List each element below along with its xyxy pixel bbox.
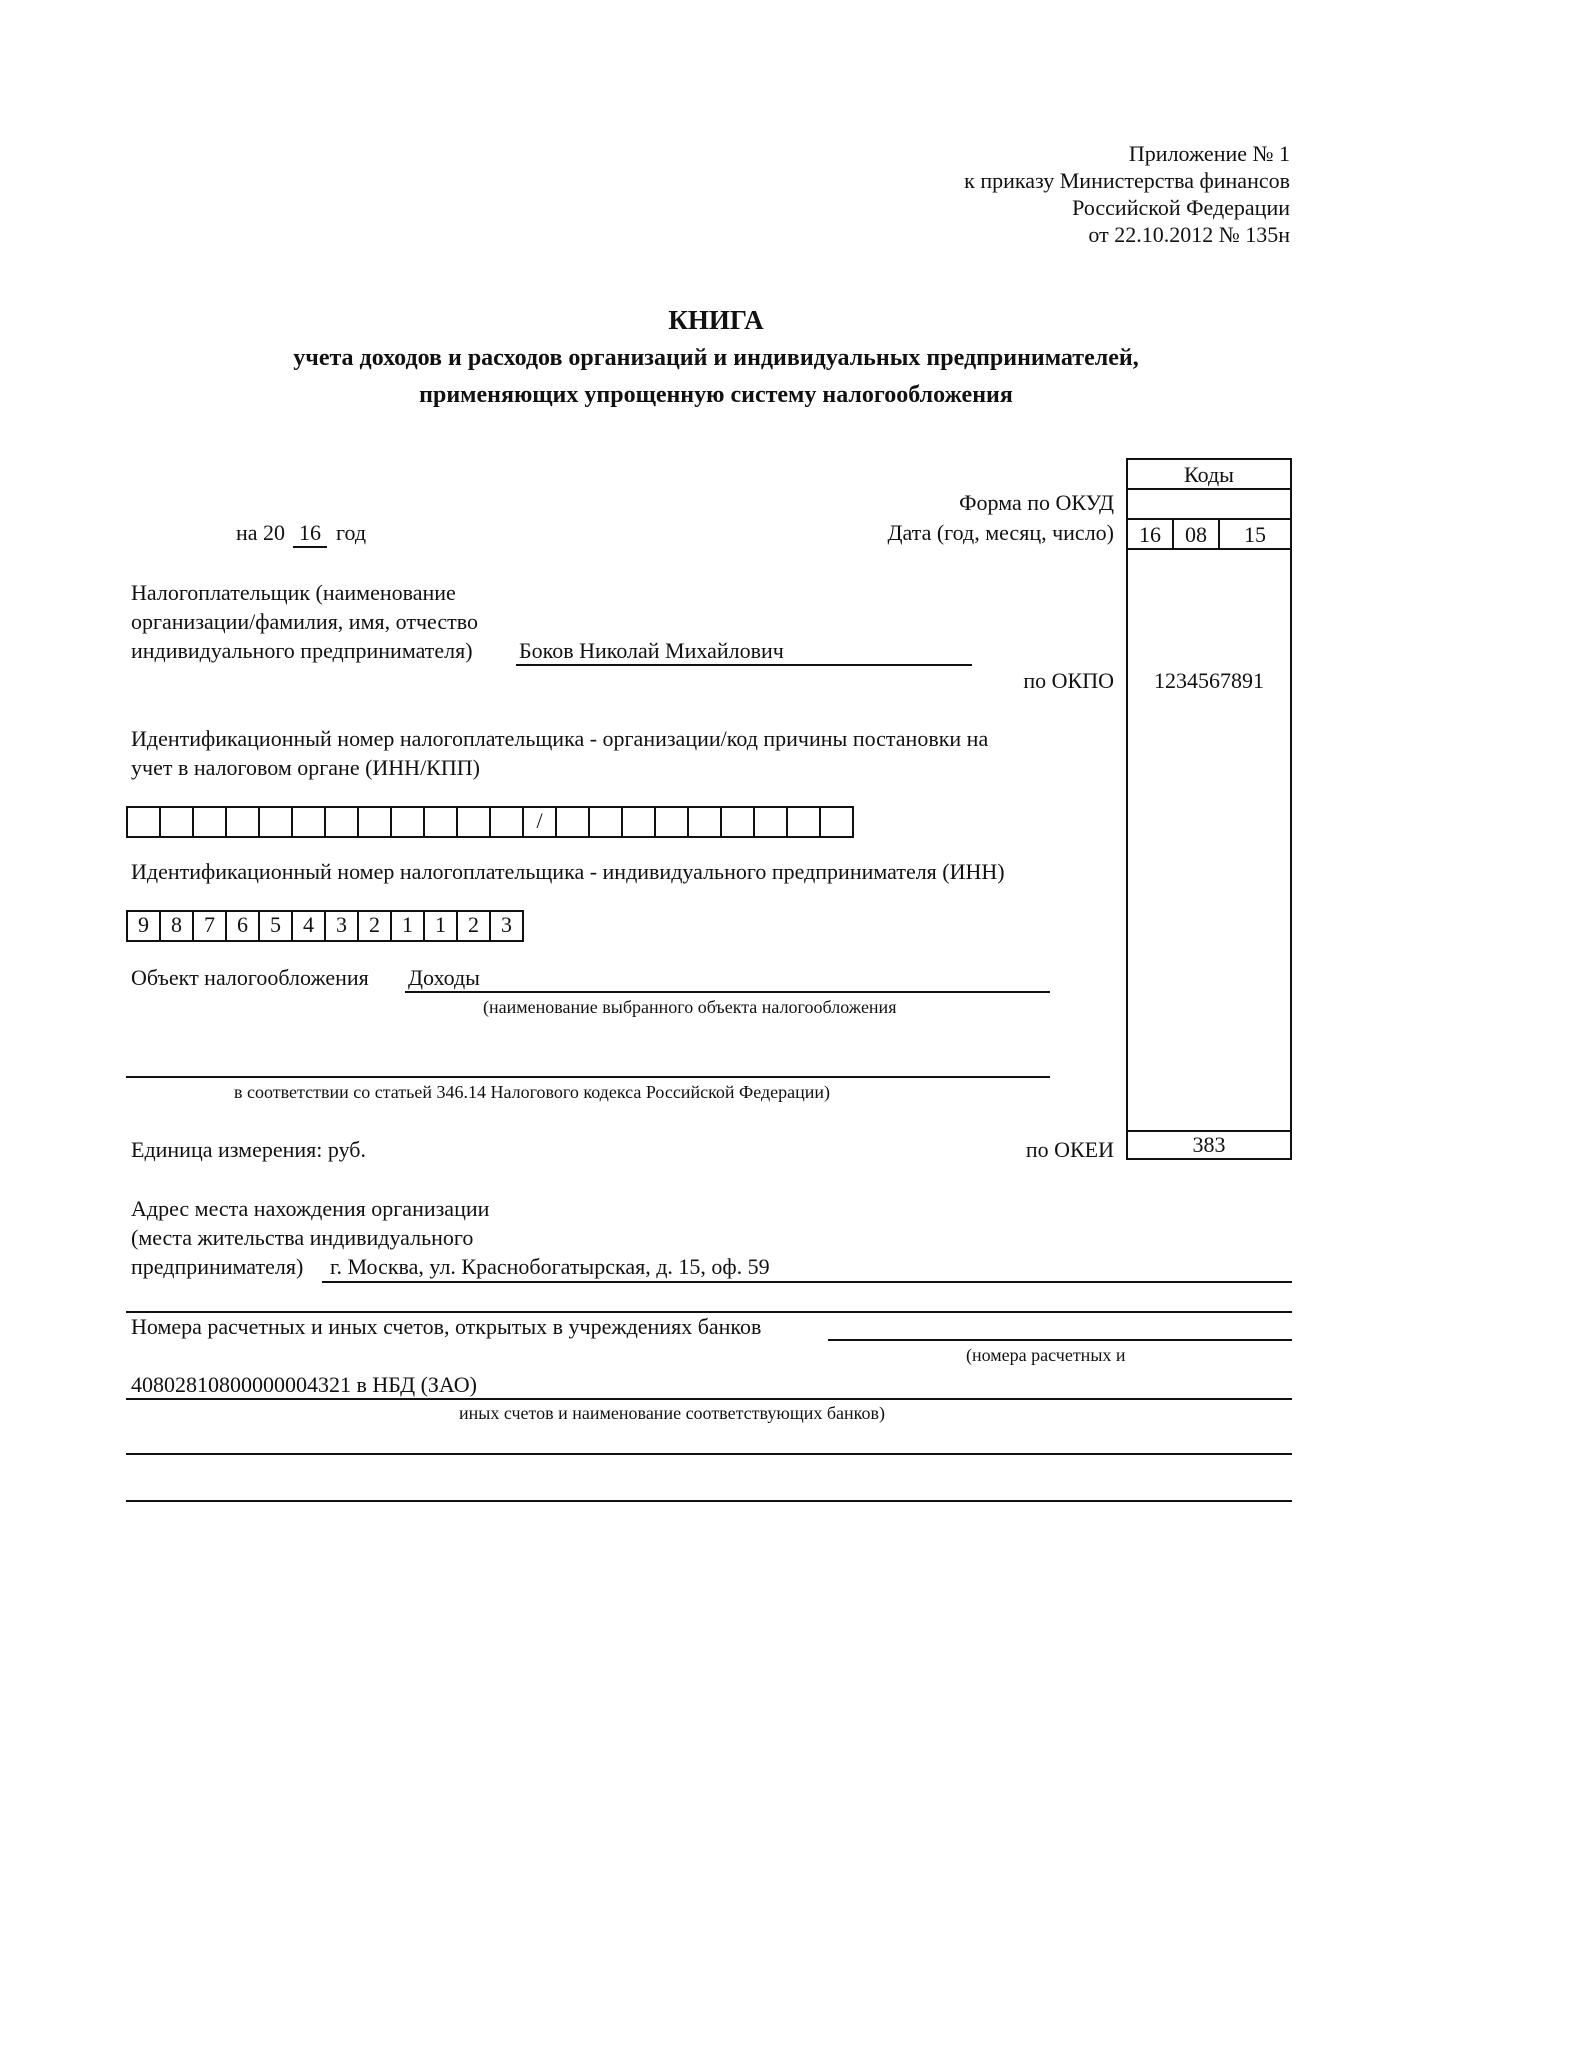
year-prefix: на 20 [236,520,286,545]
unit-label: Единица измерения: руб. [131,1137,366,1162]
codes-divider [1128,488,1290,490]
year-underline [293,546,327,548]
okpo-value: 1234567891 [1154,668,1264,693]
tax-object-label: Объект налогообложения [131,965,369,990]
digit-box: 3 [491,912,524,940]
digit-box: 1 [425,912,458,940]
accounts-underline [828,1339,1292,1341]
digit-box [194,808,227,836]
digit-box: 3 [326,912,359,940]
taxpayer-label-3: индивидуального предпринимателя) [131,638,473,663]
digit-box: 7 [194,912,227,940]
digit-box [722,808,755,836]
appendix-header [964,140,1290,248]
address-label-1: Адрес места нахождения организации [131,1196,490,1221]
codes-divider [1128,548,1290,550]
date-month-value: 08 [1185,522,1207,547]
digit-box [326,808,359,836]
digit-box [392,808,425,836]
digit-box [458,808,491,836]
date-day-value: 15 [1244,522,1266,547]
digit-box [821,808,854,836]
digit-box: 8 [161,912,194,940]
digit-box [260,808,293,836]
year-value: 16 [299,520,321,545]
inn-kpp-boxes [126,806,854,838]
digit-box: 2 [359,912,392,940]
codes-column [1126,458,1292,1160]
digit-box [491,808,524,836]
digit-box [656,808,689,836]
digit-box: 4 [293,912,326,940]
date-label: Дата (год, месяц, число) [887,520,1114,545]
taxpayer-label-1: Налогоплательщик (наименование [131,580,456,605]
inn-label: Идентификационный номер налогоплательщика - индивидуального предпринимателя (ИНН) [131,859,1005,884]
document-title: КНИГА [668,305,764,335]
digit-box: 9 [128,912,161,940]
date-year-value: 16 [1139,522,1161,547]
okei-value: 383 [1192,1132,1226,1157]
accounts-caption-1: (номера расчетных и [966,1345,1126,1365]
tax-object-caption-1: (наименование выбранного объекта налогообложения [483,997,897,1017]
inn-kpp-label-1: Идентификационный номер налогоплательщика - организации/код причины постановки на [131,726,989,751]
accounts-label: Номера расчетных и иных счетов, открытых в учреждениях банков [131,1314,762,1339]
okei-label: по ОКЕИ [1025,1137,1114,1162]
digit-box [227,808,260,836]
accounts-underline-3 [126,1453,1292,1455]
tax-object-underline-2 [126,1076,1050,1078]
tax-object-value: Доходы [408,965,480,990]
taxpayer-label-2: организации/фамилия, имя, отчество [131,609,478,634]
inn-kpp-label-2: учет в налоговом органе (ИНН/КПП) [131,755,480,780]
tax-object-caption-2: в соответствии со статьей 346.14 Налогового кодекса Российской Федерации) [234,1082,831,1102]
document-subtitle-line-1: учета доходов и расходов организаций и индивидуальных предпринимателей, [293,345,1139,371]
digit-box [293,808,326,836]
appendix-line-1: Приложение № 1 [1128,141,1290,166]
taxpayer-underline [516,664,972,666]
year-suffix: год [336,520,367,545]
okpo-label: по ОКПО [1023,668,1114,693]
tax-object-underline [405,991,1050,993]
address-value: г. Москва, ул. Краснобогатырская, д. 15, оф. 59 [330,1254,770,1279]
digit-box: 5 [260,912,293,940]
digit-box [788,808,821,836]
accounts-underline-2 [126,1398,1292,1400]
appendix-line-4: от 22.10.2012 № 135н [1088,222,1290,247]
digit-box: 6 [227,912,260,940]
digit-box [623,808,656,836]
document-subtitle-line-2: применяющих упрощенную систему налогообложения [419,382,1013,408]
digit-box [689,808,722,836]
address-label-2: (места жительства индивидуального [131,1225,474,1250]
digit-box: 2 [458,912,491,940]
digit-box [425,808,458,836]
okud-label: Форма по ОКУД [959,490,1114,515]
address-label-3: предпринимателя) [131,1254,304,1279]
address-underline [322,1281,1292,1283]
digit-box [755,808,788,836]
digit-box [590,808,623,836]
accounts-value: 40802810800000004321 в НБД (ЗАО) [131,1372,477,1397]
codes-divider [1128,518,1290,520]
accounts-underline-4 [126,1500,1292,1502]
digit-box: 1 [392,912,425,940]
inn-boxes [126,910,524,942]
taxpayer-name-value: Боков Николай Михайлович [519,638,784,663]
digit-box [359,808,392,836]
digit-box [161,808,194,836]
digit-box [557,808,590,836]
digit-box: / [524,808,557,836]
accounts-caption-2: иных счетов и наименование соответствующих банков) [459,1403,885,1423]
codes-header: Коды [1184,462,1234,487]
digit-box [128,808,161,836]
appendix-line-2: к приказу Министерства финансов [964,168,1290,193]
appendix-line-3: Российской Федерации [1072,195,1290,220]
address-underline-2 [126,1311,1292,1313]
